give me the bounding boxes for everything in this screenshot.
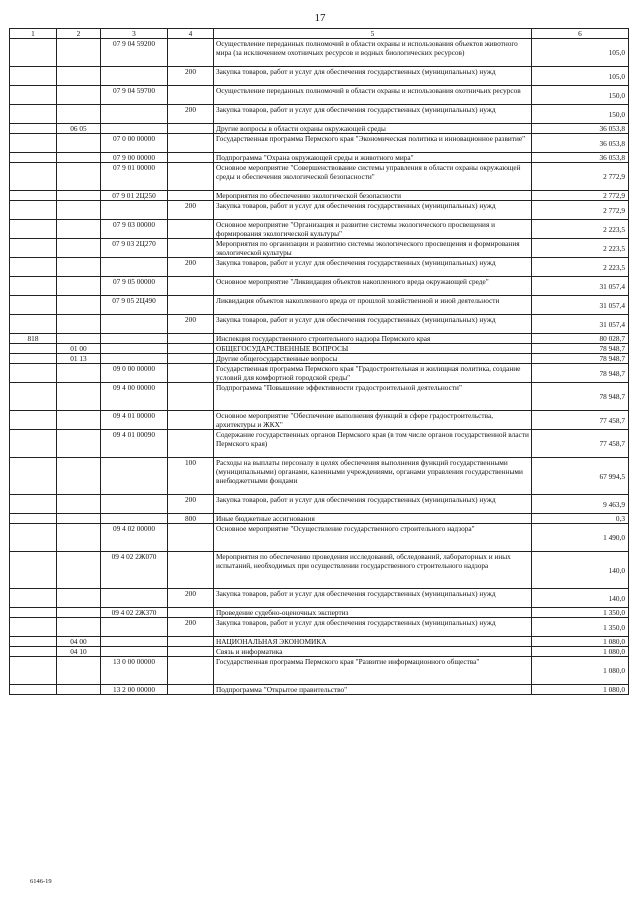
table-row <box>10 334 629 344</box>
admin-code-cell <box>10 134 57 153</box>
amount-cell: 67 994,5 <box>532 458 629 495</box>
description-cell: Инспекция государственного строительного надзора Пермского края <box>214 334 532 344</box>
target-article-cell: 09 4 02 2Ж370 <box>101 608 168 618</box>
target-article-cell <box>101 124 168 134</box>
section-cell: 01 13 <box>57 354 101 364</box>
admin-code-cell <box>10 258 57 277</box>
target-article-cell <box>101 458 168 495</box>
table-row <box>10 315 629 334</box>
admin-code-cell <box>10 411 57 430</box>
admin-code-cell <box>10 514 57 524</box>
amount-cell: 1 080,0 <box>532 637 629 647</box>
target-article-cell <box>101 105 168 124</box>
amount-cell: 2 223,5 <box>532 220 629 239</box>
expense-type-cell <box>168 191 214 201</box>
description-cell: Закупка товаров, работ и услуг для обеспечения государственных (муниципальных) нужд <box>214 495 532 514</box>
admin-code-cell <box>10 608 57 618</box>
amount-cell: 140,0 <box>532 552 629 589</box>
table-row <box>10 458 629 495</box>
table-row <box>10 67 629 86</box>
table-row <box>10 296 629 315</box>
expense-type-cell <box>168 411 214 430</box>
table-row <box>10 495 629 514</box>
header-cell: 1 <box>10 29 57 39</box>
target-article-cell <box>101 344 168 354</box>
target-article-cell <box>101 589 168 608</box>
section-cell <box>57 277 101 296</box>
description-cell: Осуществление переданных полномочий в области охраны и использования охотничьих ресурсов <box>214 86 532 105</box>
section-cell <box>57 220 101 239</box>
admin-code-cell <box>10 124 57 134</box>
amount-cell: 1 080,0 <box>532 657 629 685</box>
section-cell <box>57 191 101 201</box>
expense-type-cell <box>168 153 214 163</box>
amount-cell: 150,0 <box>532 105 629 124</box>
expense-type-cell <box>168 354 214 364</box>
table-row <box>10 657 629 685</box>
amount-cell: 36 053,8 <box>532 124 629 134</box>
description-cell: Основное мероприятие "Организация и развитие системы экологического просвещения и формирования экологической культуры" <box>214 220 532 239</box>
target-article-cell: 07 9 01 00000 <box>101 163 168 191</box>
admin-code-cell <box>10 105 57 124</box>
amount-cell: 0,3 <box>532 514 629 524</box>
target-article-cell: 07 9 04 59200 <box>101 39 168 67</box>
admin-code-cell <box>10 277 57 296</box>
amount-cell: 31 057,4 <box>532 296 629 315</box>
target-article-cell: 07 9 05 2Ц490 <box>101 296 168 315</box>
header-cell: 6 <box>532 29 629 39</box>
target-article-cell <box>101 618 168 637</box>
admin-code-cell <box>10 220 57 239</box>
description-cell: Подпрограмма "Охрана окружающей среды и животного мира" <box>214 153 532 163</box>
description-cell: Ликвидация объектов накопленного вреда от прошлой хозяйственной и иной деятельности <box>214 296 532 315</box>
amount-cell: 1 080,0 <box>532 647 629 657</box>
target-article-cell: 09 0 00 00000 <box>101 364 168 383</box>
target-article-cell <box>101 495 168 514</box>
expense-type-cell <box>168 163 214 191</box>
amount-cell: 77 458,7 <box>532 411 629 430</box>
expense-type-cell: 200 <box>168 589 214 608</box>
expense-type-cell: 100 <box>168 458 214 495</box>
section-cell: 04 10 <box>57 647 101 657</box>
admin-code-cell <box>10 191 57 201</box>
section-cell <box>57 552 101 589</box>
description-cell: Подпрограмма "Открытое правительство" <box>214 685 532 695</box>
section-cell <box>57 334 101 344</box>
amount-cell: 31 057,4 <box>532 277 629 296</box>
target-article-cell <box>101 67 168 86</box>
table-row <box>10 514 629 524</box>
target-article-cell: 07 0 00 00000 <box>101 134 168 153</box>
header-cell: 3 <box>101 29 168 39</box>
section-cell <box>57 458 101 495</box>
section-cell <box>57 86 101 105</box>
target-article-cell: 07 9 03 00000 <box>101 220 168 239</box>
table-row <box>10 637 629 647</box>
section-cell: 06 05 <box>57 124 101 134</box>
table-row <box>10 153 629 163</box>
admin-code-cell <box>10 495 57 514</box>
section-cell <box>57 608 101 618</box>
section-cell: 04 00 <box>57 637 101 647</box>
section-cell <box>57 67 101 86</box>
table-row <box>10 430 629 458</box>
section-cell <box>57 239 101 258</box>
target-article-cell: 07 9 05 00000 <box>101 277 168 296</box>
page-number: 17 <box>314 12 326 24</box>
table-row <box>10 277 629 296</box>
amount-cell: 150,0 <box>532 86 629 105</box>
section-cell <box>57 163 101 191</box>
table-row <box>10 344 629 354</box>
table-row <box>10 354 629 364</box>
target-article-cell <box>101 354 168 364</box>
section-cell <box>57 153 101 163</box>
admin-code-cell <box>10 86 57 105</box>
table-row <box>10 220 629 239</box>
section-cell <box>57 618 101 637</box>
section-cell <box>57 105 101 124</box>
section-cell <box>57 383 101 411</box>
header-cell: 4 <box>168 29 214 39</box>
section-cell <box>57 495 101 514</box>
table-row <box>10 364 629 383</box>
admin-code-cell <box>10 589 57 608</box>
section-cell <box>57 589 101 608</box>
section-cell <box>57 657 101 685</box>
expense-type-cell: 200 <box>168 105 214 124</box>
table-row <box>10 685 629 695</box>
target-article-cell: 07 9 04 59700 <box>101 86 168 105</box>
amount-cell: 2 772,9 <box>532 163 629 191</box>
admin-code-cell <box>10 364 57 383</box>
header-cell: 5 <box>214 29 532 39</box>
target-article-cell <box>101 514 168 524</box>
expense-type-cell <box>168 430 214 458</box>
admin-code-cell <box>10 685 57 695</box>
expense-type-cell <box>168 524 214 552</box>
target-article-cell <box>101 315 168 334</box>
expense-type-cell <box>168 124 214 134</box>
description-cell: Мероприятия по организации и развитию системы экологического просвещения и формирования экологической культуры <box>214 239 532 258</box>
table-row <box>10 411 629 430</box>
target-article-cell: 07 9 03 2Ц270 <box>101 239 168 258</box>
expense-type-cell <box>168 647 214 657</box>
target-article-cell: 13 0 00 00000 <box>101 657 168 685</box>
target-article-cell: 13 2 00 00000 <box>101 685 168 695</box>
amount-cell: 80 028,7 <box>532 334 629 344</box>
amount-cell: 78 948,7 <box>532 354 629 364</box>
description-cell: Закупка товаров, работ и услуг для обеспечения государственных (муниципальных) нужд <box>214 315 532 334</box>
amount-cell: 78 948,7 <box>532 383 629 411</box>
expense-type-cell <box>168 296 214 315</box>
target-article-cell <box>101 201 168 220</box>
amount-cell: 36 053,8 <box>532 153 629 163</box>
description-cell: Содержание государственных органов Пермского края (в том числе органов государственной власти Пермского края) <box>214 430 532 458</box>
description-cell: Государственная программа Пермского края "Развитие информационного общества" <box>214 657 532 685</box>
target-article-cell <box>101 258 168 277</box>
admin-code-cell <box>10 315 57 334</box>
amount-cell: 1 350,0 <box>532 618 629 637</box>
section-cell <box>57 514 101 524</box>
amount-cell: 2 223,5 <box>532 239 629 258</box>
admin-code-cell <box>10 618 57 637</box>
admin-code-cell <box>10 430 57 458</box>
expense-type-cell <box>168 657 214 685</box>
target-article-cell: 09 4 00 00000 <box>101 383 168 411</box>
admin-code-cell <box>10 354 57 364</box>
expense-type-cell <box>168 334 214 344</box>
amount-cell: 36 053,8 <box>532 134 629 153</box>
section-cell <box>57 201 101 220</box>
expense-type-cell: 800 <box>168 514 214 524</box>
target-article-cell: 09 4 02 2Ж070 <box>101 552 168 589</box>
expense-type-cell: 200 <box>168 618 214 637</box>
admin-code-cell <box>10 552 57 589</box>
description-cell: Государственная программа Пермского края "Градостроительная и жилищная политика, создание условий для комфортной городской среды" <box>214 364 532 383</box>
header-cell: 2 <box>57 29 101 39</box>
description-cell: Другие общегосударственные вопросы <box>214 354 532 364</box>
target-article-cell: 07 9 00 00000 <box>101 153 168 163</box>
description-cell: Мероприятия по обеспечению экологической безопасности <box>214 191 532 201</box>
admin-code-cell: 818 <box>10 334 57 344</box>
table-row <box>10 552 629 589</box>
amount-cell: 9 463,9 <box>532 495 629 514</box>
table-row <box>10 524 629 552</box>
amount-cell: 1 080,0 <box>532 685 629 695</box>
table-row <box>10 163 629 191</box>
description-cell: Закупка товаров, работ и услуг для обеспечения государственных (муниципальных) нужд <box>214 258 532 277</box>
admin-code-cell <box>10 383 57 411</box>
expense-type-cell: 200 <box>168 495 214 514</box>
admin-code-cell <box>10 344 57 354</box>
amount-cell: 2 772,9 <box>532 191 629 201</box>
description-cell: Государственная программа Пермского края "Экономическая политика и инновационное развитие" <box>214 134 532 153</box>
expense-type-cell <box>168 239 214 258</box>
expense-type-cell <box>168 86 214 105</box>
amount-cell: 77 458,7 <box>532 430 629 458</box>
admin-code-cell <box>10 657 57 685</box>
description-cell: Проведение судебно-оценочных экспертиз <box>214 608 532 618</box>
description-cell: Закупка товаров, работ и услуг для обеспечения государственных (муниципальных) нужд <box>214 589 532 608</box>
description-cell: Закупка товаров, работ и услуг для обеспечения государственных (муниципальных) нужд <box>214 201 532 220</box>
section-cell <box>57 134 101 153</box>
target-article-cell: 09 4 01 00090 <box>101 430 168 458</box>
description-cell: Расходы на выплаты персоналу в целях обеспечения выполнения функций государственными (муниципальными) органами, казенными учреждениями, органами управления государственными внебюджетными фондами <box>214 458 532 495</box>
amount-cell: 105,0 <box>532 39 629 67</box>
table-row <box>10 191 629 201</box>
target-article-cell: 07 9 01 2Ц250 <box>101 191 168 201</box>
admin-code-cell <box>10 296 57 315</box>
table-row <box>10 239 629 258</box>
admin-code-cell <box>10 637 57 647</box>
description-cell: Иные бюджетные ассигнования <box>214 514 532 524</box>
section-cell <box>57 296 101 315</box>
expense-type-cell <box>168 608 214 618</box>
expense-type-cell: 200 <box>168 67 214 86</box>
section-cell <box>57 364 101 383</box>
amount-cell: 78 948,7 <box>532 364 629 383</box>
description-cell: Подпрограмма "Повышение эффективности градостроительной деятельности" <box>214 383 532 411</box>
table-row <box>10 647 629 657</box>
section-cell <box>57 39 101 67</box>
document-code: 6146-19 <box>30 878 52 885</box>
amount-cell: 78 948,7 <box>532 344 629 354</box>
target-article-cell: 09 4 01 00000 <box>101 411 168 430</box>
expense-type-cell <box>168 685 214 695</box>
section-cell <box>57 315 101 334</box>
table-row <box>10 105 629 124</box>
description-cell: Другие вопросы в области охраны окружающей среды <box>214 124 532 134</box>
admin-code-cell <box>10 524 57 552</box>
expense-type-cell: 200 <box>168 201 214 220</box>
description-cell: Основное мероприятие "Осуществление государственного строительного надзора" <box>214 524 532 552</box>
expense-type-cell <box>168 220 214 239</box>
description-cell: Основное мероприятие "Обеспечение выполнения функций в сфере градостроительства, архитектуры и ЖКХ" <box>214 411 532 430</box>
admin-code-cell <box>10 201 57 220</box>
budget-table <box>9 28 629 695</box>
amount-cell: 105,0 <box>532 67 629 86</box>
description-cell: ОБЩЕГОСУДАРСТВЕННЫЕ ВОПРОСЫ <box>214 344 532 354</box>
admin-code-cell <box>10 39 57 67</box>
admin-code-cell <box>10 458 57 495</box>
expense-type-cell <box>168 39 214 67</box>
description-cell: Закупка товаров, работ и услуг для обеспечения государственных (муниципальных) нужд <box>214 618 532 637</box>
expense-type-cell: 200 <box>168 315 214 334</box>
amount-cell: 1 350,0 <box>532 608 629 618</box>
expense-type-cell <box>168 637 214 647</box>
section-cell <box>57 685 101 695</box>
description-cell: Закупка товаров, работ и услуг для обеспечения государственных (муниципальных) нужд <box>214 67 532 86</box>
admin-code-cell <box>10 163 57 191</box>
description-cell: НАЦИОНАЛЬНАЯ ЭКОНОМИКА <box>214 637 532 647</box>
admin-code-cell <box>10 67 57 86</box>
admin-code-cell <box>10 239 57 258</box>
section-cell <box>57 411 101 430</box>
table-row <box>10 201 629 220</box>
expense-type-cell <box>168 277 214 296</box>
table-row <box>10 86 629 105</box>
table-row <box>10 124 629 134</box>
expense-type-cell: 200 <box>168 258 214 277</box>
amount-cell: 31 057,4 <box>532 315 629 334</box>
description-cell: Мероприятия по обеспечению проведения исследований, обследований, лабораторных и иных испытаний, необходимых при осуществлении государственного строительного надзора <box>214 552 532 589</box>
table-header-row <box>10 29 629 39</box>
table-row <box>10 258 629 277</box>
description-cell: Основное мероприятие "Совершенствование системы управления в области охраны окружающей среды и обеспечения экологической безопасности" <box>214 163 532 191</box>
expense-type-cell <box>168 383 214 411</box>
section-cell <box>57 430 101 458</box>
amount-cell: 2 772,9 <box>532 201 629 220</box>
description-cell: Основное мероприятие "Ликвидация объектов накопленного вреда окружающей среде" <box>214 277 532 296</box>
table-row <box>10 618 629 637</box>
table-row <box>10 383 629 411</box>
description-cell: Закупка товаров, работ и услуг для обеспечения государственных (муниципальных) нужд <box>214 105 532 124</box>
target-article-cell <box>101 647 168 657</box>
table-row <box>10 608 629 618</box>
expense-type-cell <box>168 364 214 383</box>
amount-cell: 2 223,5 <box>532 258 629 277</box>
amount-cell: 140,0 <box>532 589 629 608</box>
table-row <box>10 589 629 608</box>
table-row <box>10 39 629 67</box>
target-article-cell <box>101 334 168 344</box>
amount-cell: 1 490,0 <box>532 524 629 552</box>
description-cell: Осуществление переданных полномочий в области охраны и использования объектов животного мира (за исключением охотничьих ресурсов и водных биологических ресурсов) <box>214 39 532 67</box>
target-article-cell: 09 4 02 00000 <box>101 524 168 552</box>
table-row <box>10 134 629 153</box>
expense-type-cell <box>168 344 214 354</box>
admin-code-cell <box>10 153 57 163</box>
section-cell <box>57 524 101 552</box>
admin-code-cell <box>10 647 57 657</box>
expense-type-cell <box>168 134 214 153</box>
target-article-cell <box>101 637 168 647</box>
section-cell: 01 00 <box>57 344 101 354</box>
section-cell <box>57 258 101 277</box>
expense-type-cell <box>168 552 214 589</box>
description-cell: Связь и информатика <box>214 647 532 657</box>
